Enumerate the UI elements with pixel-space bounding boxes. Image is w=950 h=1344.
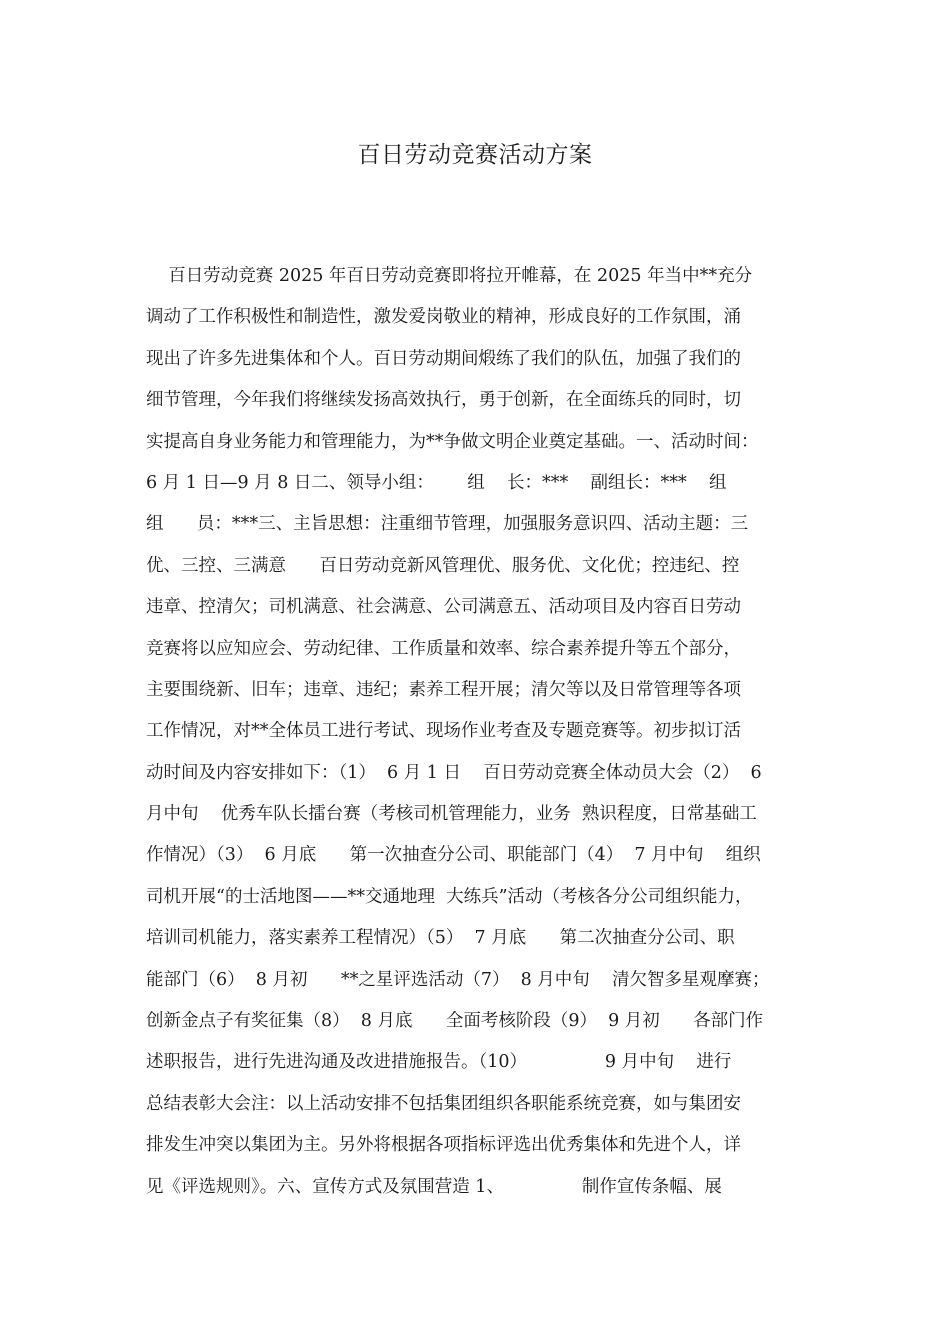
body-line: 百日劳动竞赛 2025 年百日劳动竞赛即将拉开帷幕，在 2025 年当中**充分 bbox=[146, 266, 753, 286]
body-line: 创新金点子有奖征集（8） 8 月底 全面考核阶段（9） 9 月初 各部门作 bbox=[146, 1011, 764, 1032]
body-line: 见《评选规则》。六、宣传方式及氛围营造 1、 制作宣传条幅、展 bbox=[146, 1176, 722, 1197]
body-line: 细节管理，今年我们将继续发扬高效执行，勇于创新，在全面练兵的同时，切 bbox=[146, 390, 741, 411]
body-line: 月中旬 优秀车队长擂台赛（考核司机管理能力，业务 熟识程度，日常基础工 bbox=[146, 804, 757, 825]
body-line: 作情况）（3） 6 月底 第一次抽查分公司、职能部门（4） 7 月中旬 组织 bbox=[146, 845, 761, 866]
document-title: 百日劳动竞赛活动方案 bbox=[357, 142, 593, 168]
body-line: 现出了许多先进集体和个人。百日劳动期间煅练了我们的队伍，加强了我们的 bbox=[146, 348, 741, 369]
body-line: 排发生冲突以集团为主。另外将根据各项指标评选出优秀集体和先进个人，详 bbox=[146, 1135, 741, 1156]
body-line: 工作情况，对**全体员工进行考试、现场作业考查及专题竞赛等。初步拟订活 bbox=[146, 721, 741, 742]
body-line: 总结表彰大会注：以上活动安排不包括集团组织各职能系统竞赛，如与集团安 bbox=[146, 1093, 741, 1114]
body-line: 调动了工作积极性和制造性，激发爱岗敬业的精神，形成良好的工作氛围，涌 bbox=[146, 307, 741, 328]
body-line: 竞赛将以应知应会、劳动纪律、工作质量和效率、综合素养提升等五个部分， bbox=[146, 638, 741, 659]
body-line: 司机开展“的士活地图——**交通地理 大练兵”活动（考核各分公司组织能力， bbox=[146, 886, 753, 907]
body-line: 组 员：***三、主旨思想：注重细节管理，加强服务意识四、活动主题：三 bbox=[146, 514, 749, 535]
document-body bbox=[146, 262, 836, 1214]
body-line: 培训司机能力，落实素养工程情况）（5） 7 月底 第二次抽查分公司、职 bbox=[146, 928, 735, 949]
body-line: 6 月 1 日—9 月 8 日二、领导小组： 组 长：*** 副组长：*** 组 bbox=[146, 472, 727, 493]
body-line: 优、三控、三满意 百日劳动竞新风管理优、服务优、文化优；控违纪、控 bbox=[146, 555, 740, 576]
body-line: 述职报告，进行先进沟通及改进措施报告。（10） 9 月中旬 进行 bbox=[146, 1052, 732, 1073]
body-line: 违章、控清欠；司机满意、社会满意、公司满意五、活动项目及内容百日劳动 bbox=[146, 597, 741, 618]
body-line: 能部门（6） 8 月初 **之星评选活动（7） 8 月中旬 清欠智多星观摩赛； bbox=[146, 969, 770, 990]
body-line: 动时间及内容安排如下：（1） 6 月 1 日 百日劳动竞赛全体动员大会（2） 6 bbox=[146, 762, 762, 783]
body-line: 主要围绕新、旧车；违章、违纪；素养工程开展；清欠等以及日常管理等各项 bbox=[146, 679, 741, 700]
body-line: 实提高自身业务能力和管理能力，为**争做文明企业奠定基础。一、活动时间： bbox=[146, 431, 759, 452]
